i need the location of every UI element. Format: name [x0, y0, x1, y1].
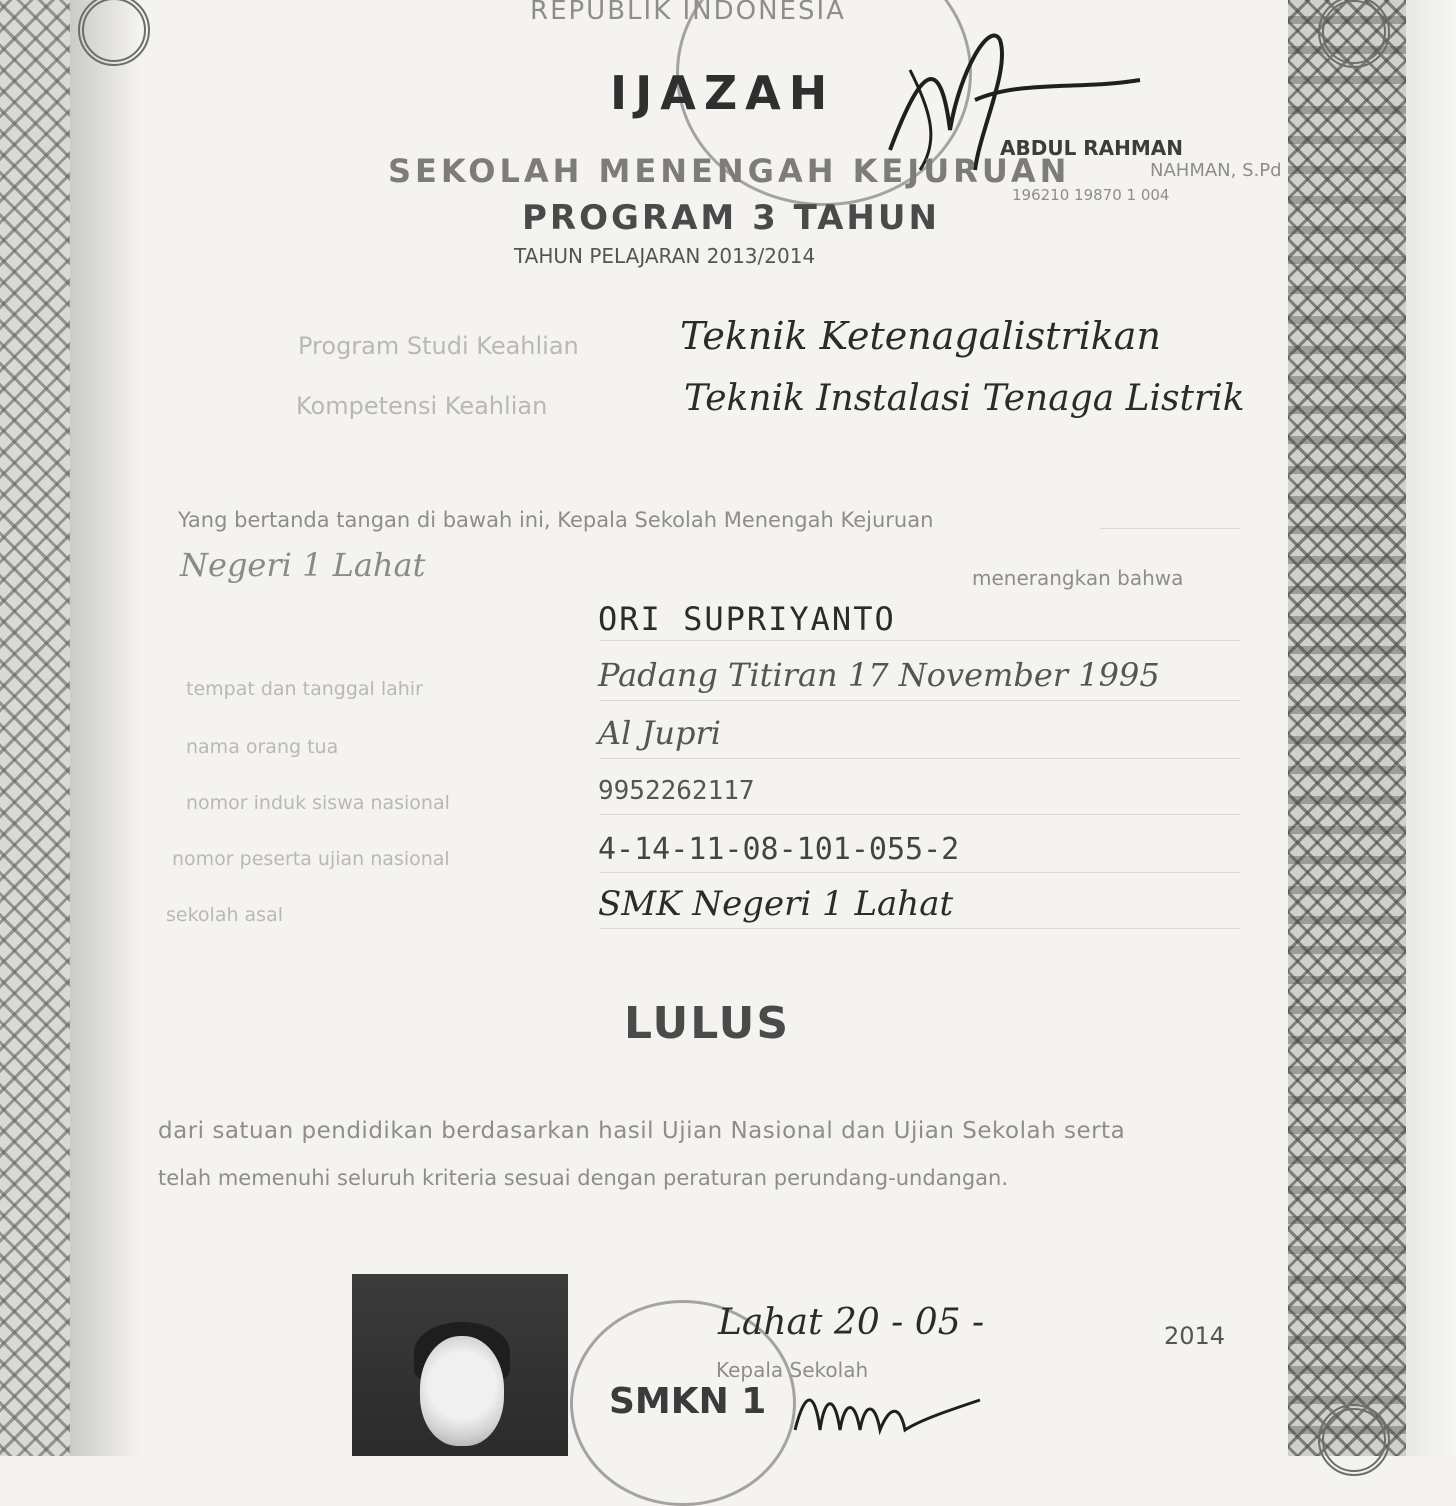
dotted-line	[600, 640, 1240, 641]
origin-label: sekolah asal	[166, 904, 284, 926]
dotted-line	[600, 700, 1240, 701]
declares-text: menerangkan bahwa	[972, 566, 1184, 590]
nis-value: 9952262117	[598, 776, 755, 806]
dotted-line	[1100, 528, 1240, 529]
ornamental-border-right	[1288, 0, 1406, 1456]
sign-year: 2014	[1164, 1322, 1226, 1350]
program-duration: PROGRAM 3 TAHUN	[522, 198, 940, 238]
signatory-name: ABDUL RAHMAN	[1000, 136, 1184, 160]
nis-label: nomor induk siswa nasional	[186, 792, 450, 814]
signatory-nip: 196210 19870 1 004	[1012, 186, 1170, 204]
parent-value: Al Jupri	[598, 714, 721, 752]
country-name: REPUBLIK INDONESIA	[530, 0, 846, 26]
result-status: LULUS	[624, 998, 791, 1049]
ornament-swirl-icon	[1318, 1404, 1390, 1476]
document-title: IJAZAH	[610, 66, 836, 120]
place-date: Lahat 20 - 05 -	[718, 1302, 985, 1343]
dotted-line	[600, 928, 1240, 929]
academic-year: TAHUN PELAJARAN 2013/2014	[514, 244, 816, 268]
dotted-line	[600, 758, 1240, 759]
principal-signature	[790, 1380, 990, 1456]
student-name-value: ORI SUPRIYANTO	[598, 600, 896, 638]
dotted-line	[600, 814, 1240, 815]
school-name-value: Negeri 1 Lahat	[180, 546, 426, 584]
exam-label: nomor peserta ujian nasional	[172, 848, 450, 870]
page-edge-right	[1406, 0, 1456, 1456]
ornamental-border-left	[0, 0, 70, 1456]
origin-value: SMK Negeri 1 Lahat	[598, 884, 954, 924]
competency-label: Kompetensi Keahlian	[296, 392, 548, 420]
exam-value: 4-14-11-08-101-055-2	[598, 832, 960, 867]
birth-value: Padang Titiran 17 November 1995	[598, 656, 1160, 694]
result-line-2: telah memenuhi seluruh kriteria sesuai dengan peraturan perundang-undangan.	[158, 1166, 1009, 1190]
birth-label: tempat dan tanggal lahir	[186, 678, 423, 700]
program-label: Program Studi Keahlian	[298, 332, 579, 360]
signatory-role: Kepala Sekolah	[716, 1358, 869, 1382]
dotted-line	[600, 872, 1240, 873]
intro-text: Yang bertanda tangan di bawah ini, Kepala Sekolah Menengah Kejuruan	[178, 508, 934, 532]
school-type: SEKOLAH MENENGAH KEJURUAN	[388, 152, 1071, 190]
signatory-title: NAHMAN, S.Pd	[1150, 160, 1282, 181]
program-value: Teknik Ketenagalistrikan	[680, 314, 1161, 358]
ornamental-border-left-fade	[70, 0, 140, 1456]
result-line-1: dari satuan pendidikan berdasarkan hasil Ujian Nasional dan Ujian Sekolah serta	[158, 1118, 1126, 1144]
competency-value: Teknik Instalasi Tenaga Listrik	[684, 378, 1245, 419]
photo-face	[420, 1336, 504, 1446]
student-photo	[352, 1274, 568, 1456]
school-stamp-text: SMKN 1	[609, 1381, 767, 1422]
parent-label: nama orang tua	[186, 736, 339, 758]
